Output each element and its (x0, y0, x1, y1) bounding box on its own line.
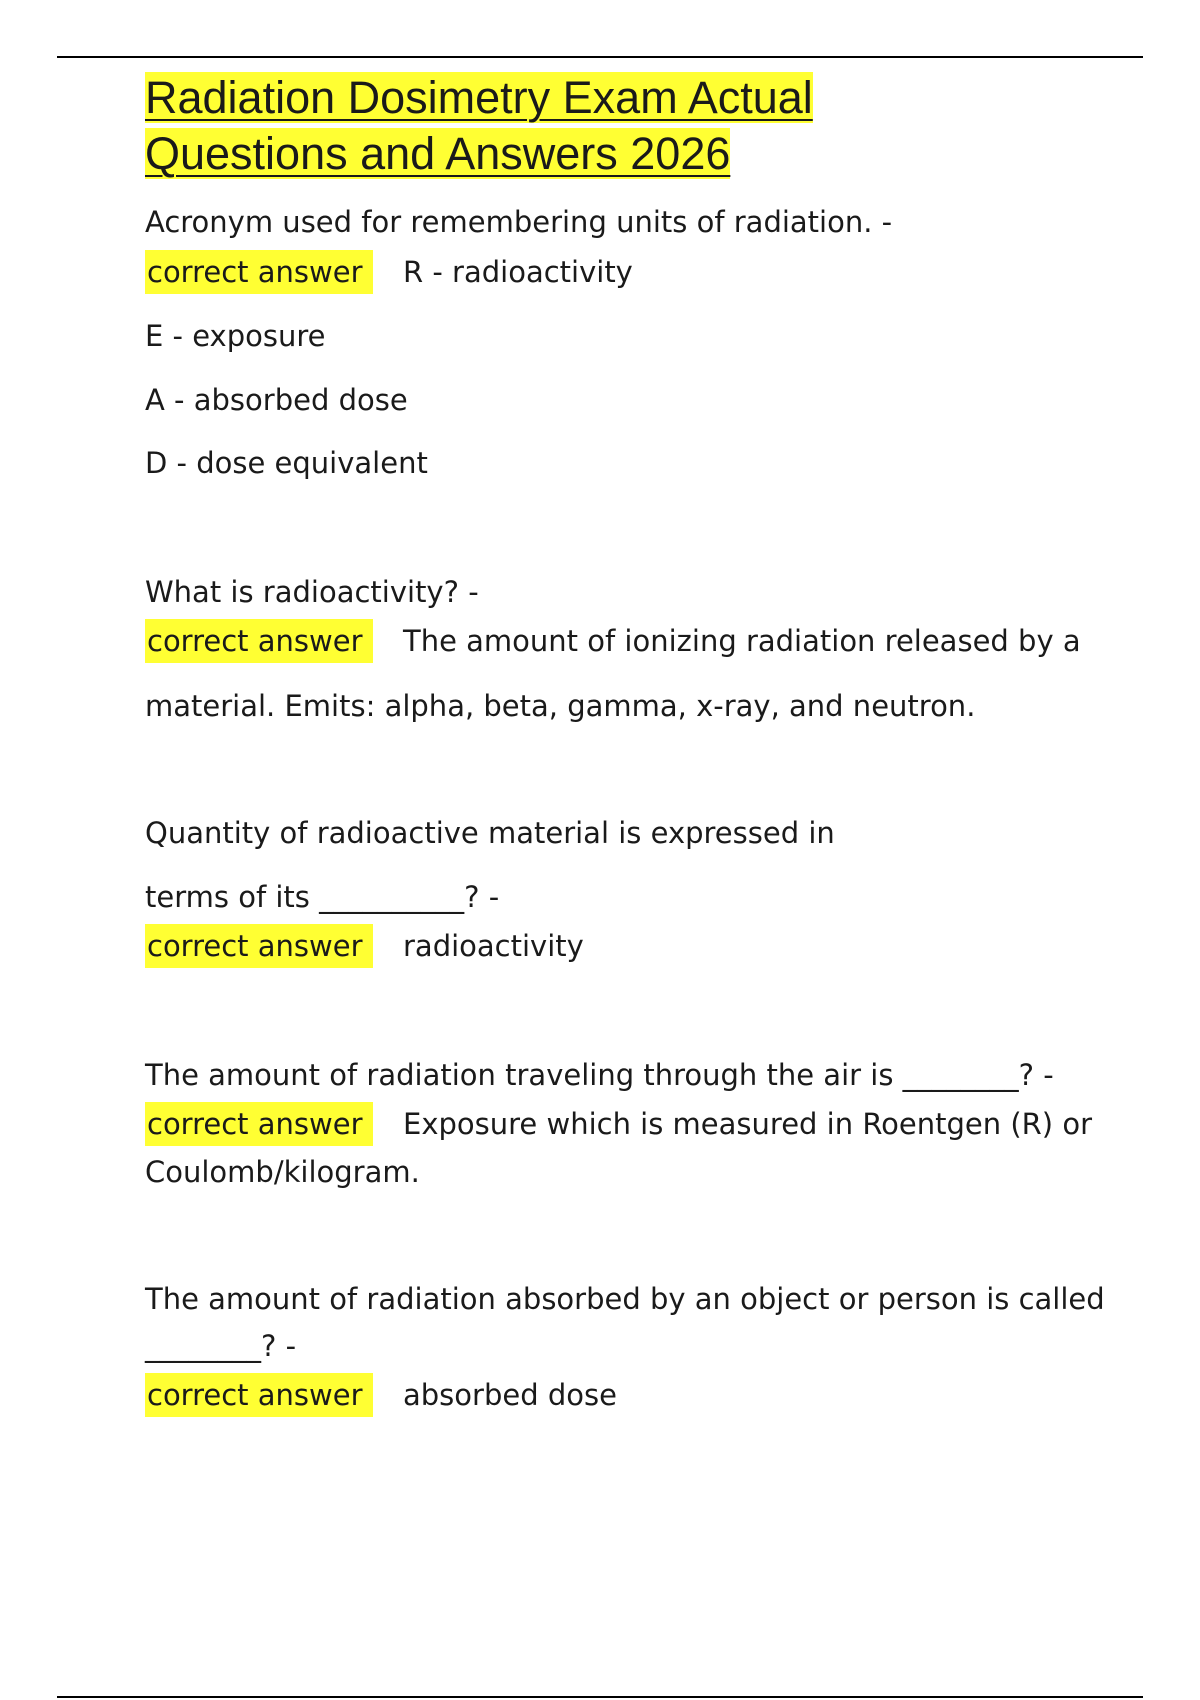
answer-2-line-2: material. Emits: alpha, beta, gamma, x-ray, and neutron. (145, 689, 976, 723)
answer-1: R - radioactivity (403, 255, 633, 289)
document-title (145, 70, 1045, 182)
answer-5: absorbed dose (403, 1378, 617, 1412)
answer-3: radioactivity (403, 929, 584, 963)
answer-2: The amount of ionizing radiation released by a (403, 624, 1081, 658)
answer-4: Exposure which is measured in Roentgen (R) or (403, 1107, 1093, 1141)
correct-answer-label: correct answer (145, 1373, 373, 1417)
correct-answer-label: correct answer (145, 619, 373, 663)
question-3-line-2: terms of its __________? - (145, 880, 500, 914)
question-3-line-1: Quantity of radioactive material is expressed in (145, 816, 835, 850)
correct-answer-label: correct answer (145, 250, 373, 294)
question-2: What is radioactivity? - (145, 575, 479, 609)
question-5-line-1: The amount of radiation absorbed by an object or person is called (145, 1282, 1105, 1316)
question-5-line-2: ________? - (145, 1329, 297, 1363)
correct-answer-label: correct answer (145, 924, 373, 968)
footer-rule (57, 1696, 1143, 1698)
correct-answer-label: correct answer (145, 1102, 373, 1146)
answer-1-line-3: A - absorbed dose (145, 383, 408, 417)
title-line-2: Questions and Answers 2026 (145, 128, 731, 179)
header-rule (57, 56, 1143, 58)
question-1: Acronym used for remembering units of radiation. - (145, 205, 893, 239)
question-4: The amount of radiation traveling through the air is ________? - (145, 1058, 1054, 1092)
title-line-1: Radiation Dosimetry Exam Actual (145, 72, 813, 123)
answer-1-line-4: D - dose equivalent (145, 446, 428, 480)
answer-4-line-2: Coulomb/kilogram. (145, 1155, 420, 1189)
answer-1-line-2: E - exposure (145, 319, 326, 353)
